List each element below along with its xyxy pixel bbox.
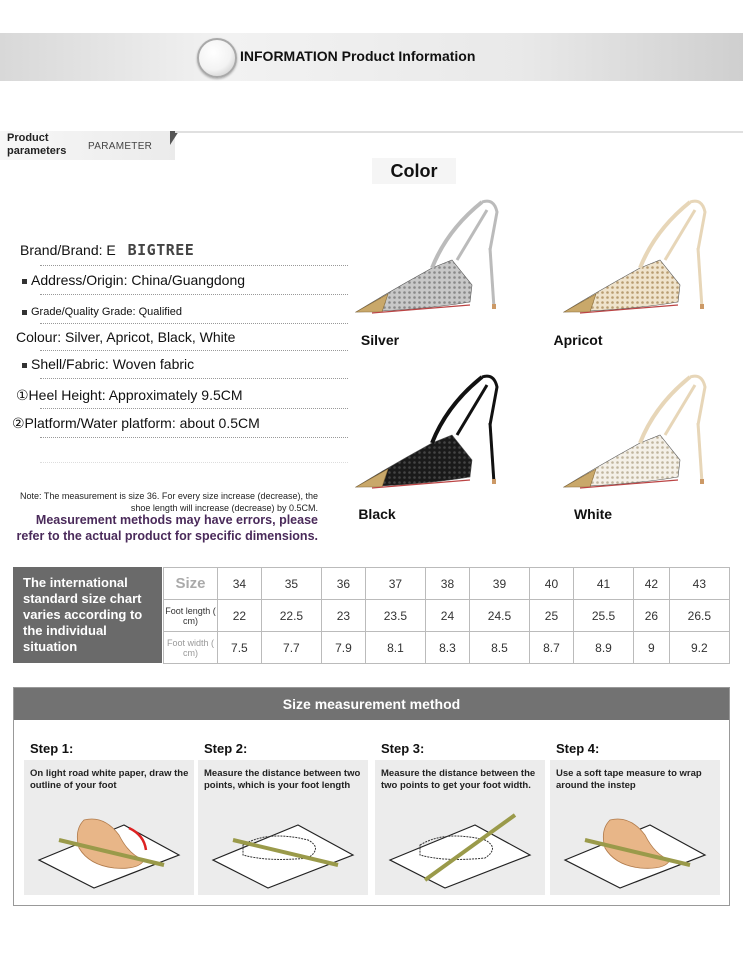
table-row [164,632,730,664]
color-label: Apricot [553,332,603,348]
shoe-illustration [352,190,502,320]
measurement-method-title: Size measurement method [14,688,729,720]
step-card [198,760,368,895]
row-label-size: Size [164,568,218,600]
shoe-illustration [560,190,710,320]
title-sub: Product Information [341,48,476,64]
size-cell: 36 [322,568,366,600]
step-text: Measure the distance between the two points to get your foot width. [381,768,536,791]
colour-line: Colour: Silver, Apricot, Black, White [16,329,236,345]
step-card [24,760,194,895]
width-cell: 7.9 [322,632,366,664]
size-cell: 37 [365,568,425,600]
step-title: Step 2: [204,741,248,756]
tab-corner [170,131,179,145]
width-cell: 8.9 [573,632,633,664]
length-cell: 24 [426,600,470,632]
step-card [375,760,545,895]
size-cell: 43 [669,568,729,600]
step-title: Step 1: [30,741,74,756]
bullet-icon [22,310,27,315]
length-cell: 26 [634,600,670,632]
color-title: Color [372,158,456,184]
length-cell: 22 [218,600,262,632]
step-card [550,760,720,895]
circle-icon [197,38,237,78]
shoe-image [560,365,710,495]
width-cell: 8.3 [426,632,470,664]
foot-measure-icon [560,800,710,890]
length-cell: 23 [322,600,366,632]
length-cell: 24.5 [469,600,529,632]
step-title: Step 3: [381,741,425,756]
divider [40,378,348,379]
origin-line [22,272,245,288]
width-cell: 9 [634,632,670,664]
size-cell: 35 [261,568,321,600]
title-main: INFORMATION [240,48,338,64]
grade-line [22,306,182,318]
measurement-warning: Measurement methods may have errors, please refer to the actual product for specific dimensions. [16,513,318,543]
platform-line: ②Platform/Water platform: about 0.5CM [12,415,260,431]
shoe-image [352,190,502,320]
width-cell: 7.5 [218,632,262,664]
color-label: White [573,506,613,522]
size-cell: 39 [469,568,529,600]
divider [40,323,348,324]
shell-text: Shell/Fabric: Woven fabric [31,356,195,372]
params-label-line1: Product [7,132,49,144]
divider [40,408,348,409]
size-cell: 42 [634,568,670,600]
length-cell: 22.5 [261,600,321,632]
step-text: On light road white paper, draw the outline of your foot [30,768,189,791]
grade-text: Grade/Quality Grade: Qualified [31,306,183,318]
length-cell: 25 [530,600,574,632]
size-note: Note: The measurement is size 36. For every size increase (decrease), the shoe length will increase (decrease) by 0.5CM. [20,491,318,513]
divider [40,265,348,266]
divider [40,462,348,463]
bullet-icon [22,279,27,284]
length-cell: 25.5 [573,600,633,632]
size-table [163,567,730,664]
step-text: Use a soft tape measure to wrap around the instep [556,768,702,791]
divider [175,131,743,133]
shoe-illustration [352,365,502,495]
size-cell: 34 [218,568,262,600]
foot-measure-icon [34,800,184,890]
shoe-image [560,190,710,320]
divider [40,350,348,351]
params-label [7,132,66,158]
size-cell: 40 [530,568,574,600]
shoe-illustration [560,365,710,495]
origin-text: Address/Origin: China/Guangdong [31,272,246,288]
brand-line [20,241,194,259]
page-title [240,48,475,64]
width-cell: 8.5 [469,632,529,664]
width-cell: 8.1 [365,632,425,664]
divider [40,437,348,438]
color-label: Black [358,506,396,522]
step-text: Measure the distance between two points, which is your foot length [204,768,361,791]
step-title: Step 4: [556,741,600,756]
width-cell: 8.7 [530,632,574,664]
brand-label: Brand/Brand: E [20,242,116,258]
shoe-image [352,365,502,495]
shell-line [22,356,194,372]
length-cell: 26.5 [669,600,729,632]
size-chart-description: The international standard size chart varies according to the individual situation [13,567,162,663]
length-cell: 23.5 [365,600,425,632]
size-cell: 38 [426,568,470,600]
params-label-line2: parameters [7,145,67,157]
table-row [164,568,730,600]
row-label-foot-width: Foot width ( cm) [164,632,218,664]
brand-logo: BIGTREE [127,241,195,259]
color-label: Silver [360,332,400,348]
width-cell: 7.7 [261,632,321,664]
params-sub: PARAMETER [88,141,153,152]
foot-measure-icon [385,800,535,890]
size-cell: 41 [573,568,633,600]
row-label-foot-length: Foot length ( cm) [164,600,218,632]
divider [40,294,348,295]
bullet-icon [22,363,27,368]
width-cell: 9.2 [669,632,729,664]
table-row [164,600,730,632]
foot-measure-icon [208,800,358,890]
heel-line: ①Heel Height: Approximately 9.5CM [16,387,243,403]
